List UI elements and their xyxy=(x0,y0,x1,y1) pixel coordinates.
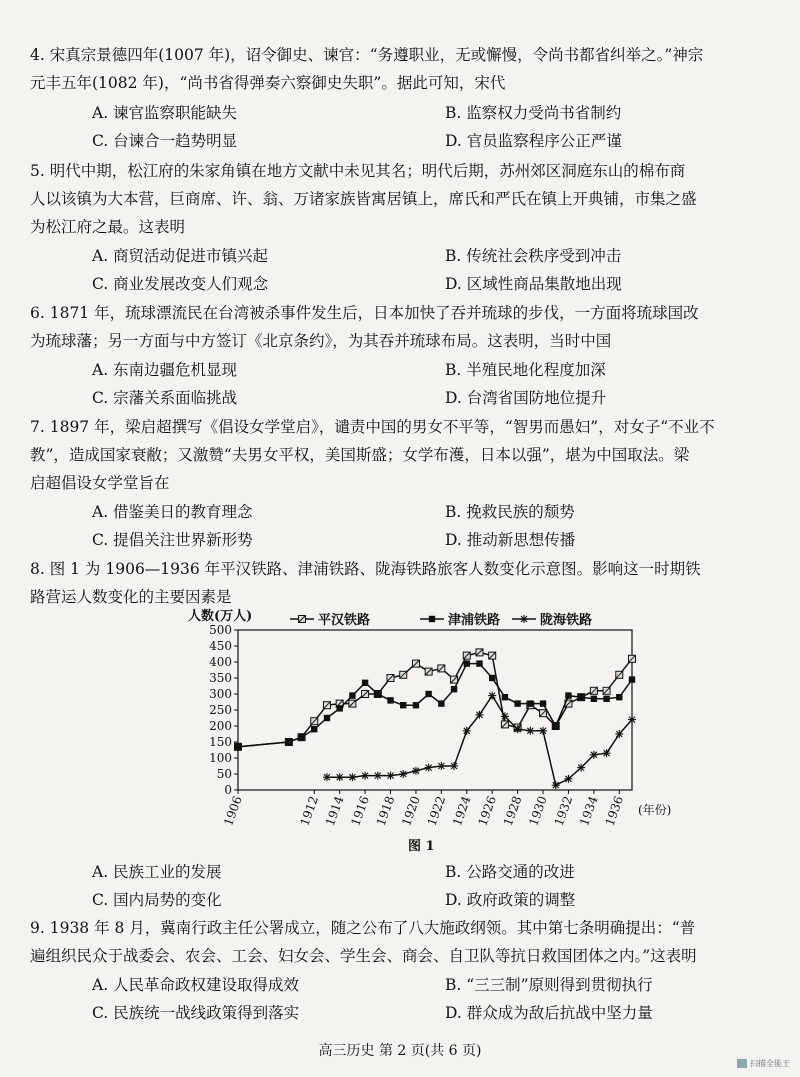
q9-option-b: B. “三三制”原则得到贯彻执行 xyxy=(445,976,653,994)
q5-line-3: 为松江府之最。这表明 xyxy=(30,218,186,236)
x-tick-label: 1934 xyxy=(577,794,601,828)
series-3-point xyxy=(348,773,356,781)
series-3-point xyxy=(590,751,598,759)
q6-line-1: 6. 1871 年，琉球漂流民在台湾被杀事件发生后，日本加快了吞并琉球的步伐，一方面将琉球国改 xyxy=(30,304,699,322)
q6-option-d: D. 台湾省国防地位提升 xyxy=(445,389,607,407)
series-3-point xyxy=(514,725,522,733)
scanner-stamp xyxy=(737,1058,790,1069)
series-2-point xyxy=(553,723,559,729)
plot-area xyxy=(238,630,632,790)
y-tick-label: 450 xyxy=(209,639,232,653)
series-2-point xyxy=(438,700,444,706)
y-tick-label: 50 xyxy=(216,767,232,781)
series-1-point xyxy=(362,691,369,698)
q9-option-c: C. 民族统一战线政策得到落实 xyxy=(92,1004,300,1022)
series-3-point xyxy=(526,727,534,735)
q4-option-b: B. 监察权力受尚书省制约 xyxy=(445,104,622,122)
x-tick-label: 1906 xyxy=(221,794,245,828)
series-2-point xyxy=(603,696,609,702)
q5-option-a: A. 商贸活动促进市镇兴起 xyxy=(92,247,269,265)
series-2-point xyxy=(464,660,470,666)
series-3-point xyxy=(615,730,623,738)
x-axis-label: (年份) xyxy=(638,803,672,817)
series-2-point xyxy=(336,705,342,711)
series-3-point xyxy=(437,762,445,770)
series-2-point xyxy=(616,694,622,700)
series-2-point xyxy=(235,744,241,750)
q5-line-1: 5. 明代中期，松江府的朱家角镇在地方文献中未见其名；明代后期，苏州郊区洞庭东山的棉布商 xyxy=(30,162,686,180)
x-tick-label: 1926 xyxy=(475,794,500,828)
series-3-point xyxy=(374,772,382,780)
series-1-point xyxy=(311,718,318,725)
q4-line-1: 4. 宋真宗景德四年(1007 年)，诏令御史、谏官：“务遵职业，无或懈慢，令尚书都省纠举之。”神宗 xyxy=(30,46,704,64)
q4-line-2: 元丰五年(1082 年)，“尚书省得弹奏六察御史失职”。据此可知，宋代 xyxy=(30,74,506,92)
x-tick-label: 1916 xyxy=(348,794,372,828)
series-3-point xyxy=(603,749,611,757)
series-2-point xyxy=(591,696,597,702)
series-2-point xyxy=(362,680,368,686)
figure-caption: 图 1 xyxy=(408,839,435,854)
series-2-point xyxy=(578,694,584,700)
q8-line-1: 8. 图 1 为 1906—1936 年平汉铁路、津浦铁路、陇海铁路旅客人数变化示意图。影响这一时期铁 xyxy=(30,560,701,578)
y-tick-label: 300 xyxy=(209,687,232,701)
q4-option-a: A. 谏官监察职能缺失 xyxy=(92,104,238,122)
series-1-point xyxy=(387,675,394,682)
series-3-point xyxy=(552,781,560,789)
series-2-point xyxy=(476,660,482,666)
q9-line-1: 9. 1938 年 8 月，冀南行政主任公署成立，随之公布了八大施政纲领。其中第七条明确提出：“普 xyxy=(30,919,696,937)
series-1-point xyxy=(540,710,547,717)
series-1-point xyxy=(603,687,610,694)
series-line-2 xyxy=(238,664,632,747)
series-3-point xyxy=(539,727,547,735)
series-1-point xyxy=(438,665,445,672)
series-1-point xyxy=(349,700,356,707)
y-axis-label: 人数(万人) xyxy=(188,609,253,624)
q6-option-a: A. 东南边疆危机显现 xyxy=(92,361,238,379)
y-tick-label: 200 xyxy=(209,719,232,733)
q9-line-2: 遍组织民众于战委会、农会、工会、妇女会、学生会、商会、自卫队等抗日救国团体之内。”这表明 xyxy=(30,947,697,965)
legend-marker xyxy=(429,616,435,622)
series-2-point xyxy=(425,691,431,697)
series-2-point xyxy=(629,676,635,682)
q6-option-c: C. 宗藩关系面临挑战 xyxy=(92,389,238,407)
page-footer: 高三历史 第 2 页(共 6 页) xyxy=(318,1043,482,1059)
series-1-point xyxy=(425,668,432,675)
x-tick-label: 1924 xyxy=(449,794,474,828)
series-3-point xyxy=(361,772,369,780)
scanner-stamp-label: 扫描全能王 xyxy=(750,1059,790,1068)
x-tick-label: 1918 xyxy=(373,794,398,828)
series-3-point xyxy=(488,692,496,700)
q4-option-c: C. 台谏合一趋势明显 xyxy=(92,132,238,150)
q7-line-2: 教”，造成国家衰敝；又激赞“夫男女平权，美国斯盛；女学布濩，日本以强”，堪为中国取法。梁 xyxy=(30,446,690,464)
series-line-3 xyxy=(327,696,632,786)
series-1-point xyxy=(629,655,636,662)
x-tick-label: 1936 xyxy=(602,794,627,828)
series-3-point xyxy=(501,712,509,720)
series-1-point xyxy=(476,649,483,656)
series-2-point xyxy=(324,715,330,721)
q8-option-c: C. 国内局势的变化 xyxy=(92,891,222,909)
x-tick-label: 1930 xyxy=(526,794,550,828)
series-1-point xyxy=(489,652,496,659)
q9-option-a: A. 人民革命政权建设取得成效 xyxy=(92,976,300,994)
legend-marker xyxy=(299,616,306,623)
x-tick-label: 1912 xyxy=(297,794,322,828)
series-3-point xyxy=(475,711,483,719)
q5-option-b: B. 传统社会秩序受到冲击 xyxy=(445,247,622,265)
series-3-point xyxy=(336,773,344,781)
legend-marker xyxy=(520,615,528,623)
series-3-point xyxy=(463,727,471,735)
series-1-point xyxy=(501,721,508,728)
q4-option-d: D. 官员监察程序公正严谨 xyxy=(445,132,622,150)
q8-option-b: B. 公路交通的改进 xyxy=(445,863,575,881)
series-1-point xyxy=(412,660,419,667)
q8-option-a: A. 民族工业的发展 xyxy=(92,863,222,881)
series-3-point xyxy=(450,762,458,770)
series-3-point xyxy=(323,773,331,781)
series-2-point xyxy=(502,694,508,700)
q7-option-b: B. 挽救民族的颓势 xyxy=(445,503,575,521)
y-tick-label: 500 xyxy=(209,623,232,637)
series-2-point xyxy=(298,734,304,740)
series-2-point xyxy=(451,686,457,692)
x-tick-label: 1928 xyxy=(500,794,525,828)
series-2-point xyxy=(514,700,520,706)
q6-line-2: 为琉球藩；另一方面与中方签订《北京条约》，为其吞并琉球布局。这表明，当时中国 xyxy=(30,332,612,350)
q7-line-1: 7. 1897 年，梁启超撰写《倡设女学堂启》，谴责中国的男女不平等，“智男而愚妇”，对女子“不业不 xyxy=(30,418,715,436)
q8-option-d: D. 政府政策的调整 xyxy=(445,891,576,909)
legend-label: 陇海铁路 xyxy=(540,613,593,628)
q7-option-c: C. 提倡关注世界新形势 xyxy=(92,531,253,549)
x-tick-label: 1932 xyxy=(551,794,576,828)
q6-option-b: B. 半殖民地化程度加深 xyxy=(445,361,606,379)
series-2-point xyxy=(400,702,406,708)
series-3-point xyxy=(387,772,395,780)
series-2-point xyxy=(311,726,317,732)
series-1-point xyxy=(451,676,458,683)
series-2-point xyxy=(489,675,495,681)
series-2-point xyxy=(540,700,546,706)
x-tick-label: 1914 xyxy=(322,794,347,828)
series-2-point xyxy=(387,697,393,703)
series-2-point xyxy=(286,739,292,745)
series-1-point xyxy=(400,671,407,678)
series-3-point xyxy=(564,775,572,783)
series-1-point xyxy=(323,702,330,709)
q5-option-c: C. 商业发展改变人们观念 xyxy=(92,275,269,293)
x-tick-label: 1920 xyxy=(399,794,423,828)
series-1-point xyxy=(463,652,470,659)
y-tick-label: 150 xyxy=(209,735,232,749)
q7-line-3: 启超倡设女学堂旨在 xyxy=(30,474,170,492)
y-tick-label: 100 xyxy=(209,751,232,765)
series-1-point xyxy=(590,687,597,694)
legend-label: 平汉铁路 xyxy=(318,613,371,628)
series-2-point xyxy=(375,691,381,697)
series-2-point xyxy=(565,692,571,698)
series-1-point xyxy=(616,671,623,678)
y-tick-label: 0 xyxy=(224,783,232,797)
legend-label: 津浦铁路 xyxy=(448,613,501,628)
q7-option-d: D. 推动新思想传播 xyxy=(445,531,576,549)
series-2-point xyxy=(413,702,419,708)
series-3-point xyxy=(399,770,407,778)
series-3-point xyxy=(628,716,636,724)
y-tick-label: 250 xyxy=(209,703,232,717)
q5-line-2: 人以该镇为大本营，巨商席、许、翁、万诸家族皆寓居镇上，席氏和严氏在镇上开典铺，市集之盛 xyxy=(30,190,697,208)
passenger-line-chart xyxy=(180,604,680,836)
series-3-point xyxy=(425,764,433,772)
scanner-logo-icon xyxy=(737,1059,747,1068)
q8-line-2: 路营运人数变化的主要因素是 xyxy=(30,588,232,606)
y-tick-label: 400 xyxy=(209,655,232,669)
y-tick-label: 350 xyxy=(209,671,232,685)
q5-option-d: D. 区域性商品集散地出现 xyxy=(445,275,622,293)
x-tick-label: 1922 xyxy=(424,794,449,828)
q7-option-a: A. 借鉴美日的教育理念 xyxy=(92,503,253,521)
series-3-point xyxy=(412,767,420,775)
q9-option-d: D. 群众成为敌后抗战中坚力量 xyxy=(445,1004,653,1022)
series-2-point xyxy=(349,692,355,698)
series-2-point xyxy=(527,700,533,706)
series-3-point xyxy=(577,764,585,772)
